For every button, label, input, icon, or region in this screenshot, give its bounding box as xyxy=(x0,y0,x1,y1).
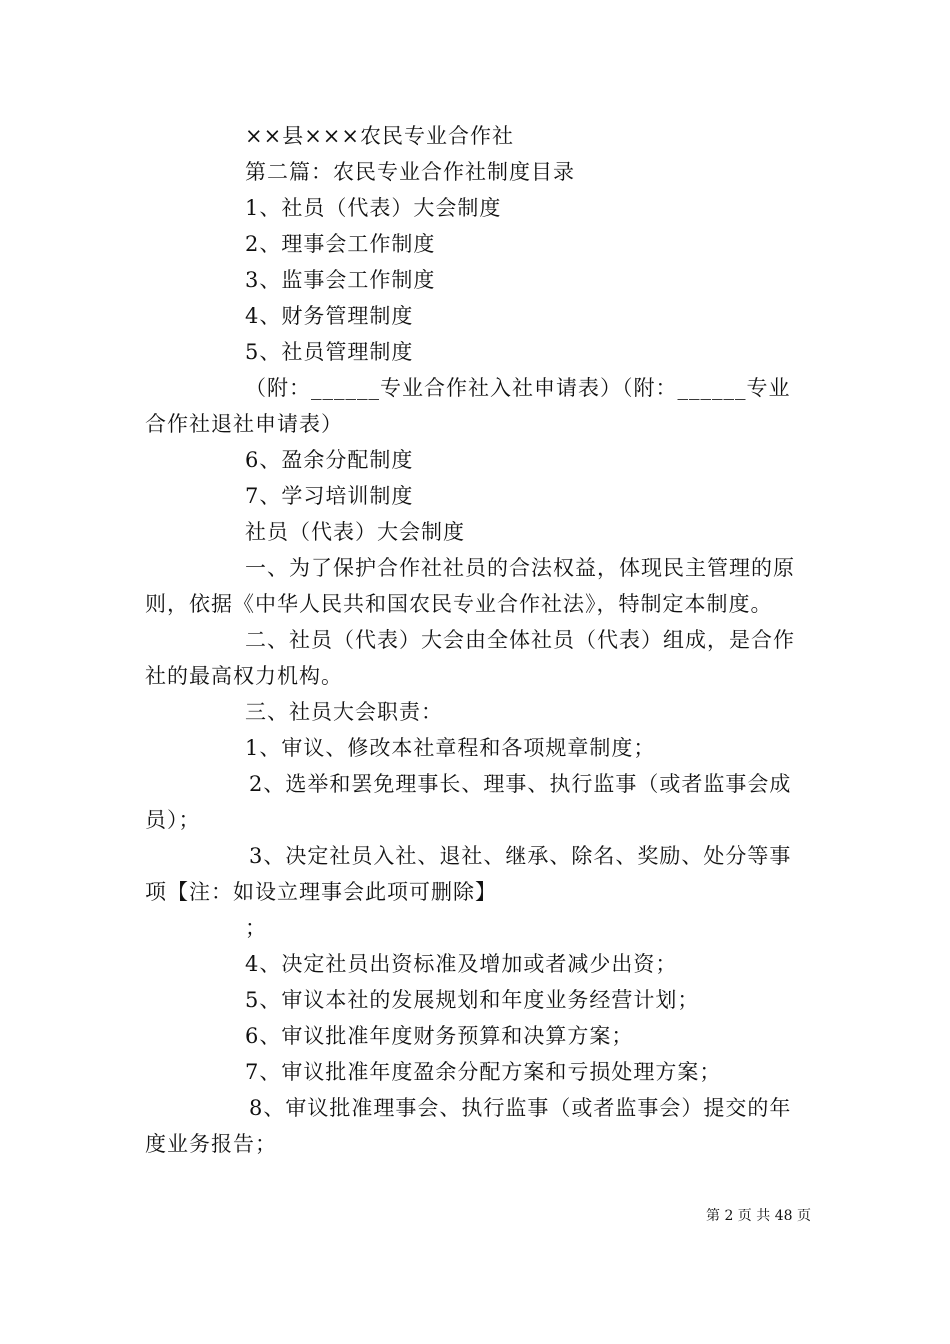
toc-item: 7、学习培训制度 xyxy=(245,484,414,508)
toc-item: 5、社员管理制度 xyxy=(245,340,414,364)
toc-item: 4、财务管理制度 xyxy=(245,304,414,328)
paragraph-line-cont: 社的最高权力机构。 xyxy=(145,664,343,688)
subsection-heading: 三、社员大会职责： xyxy=(245,700,443,724)
duty-item: 7、审议批准年度盈余分配方案和亏损处理方案； xyxy=(245,1060,722,1084)
duty-item: 6、审议批准年度财务预算和决算方案； xyxy=(245,1024,634,1048)
duty-item: 3、决定社员入社、退社、继承、除名、奖励、处分等事 xyxy=(249,844,792,868)
toc-item: 2、理事会工作制度 xyxy=(245,232,436,256)
org-title-line: ××县×××农民专业合作社 xyxy=(245,124,514,148)
duty-item-cont: 项【注：如设立理事会此项可删除】 xyxy=(145,880,497,904)
toc-appendix-line: （附：______专业合作社入社申请表）（附：______专业 xyxy=(245,376,791,400)
toc-item: 3、监事会工作制度 xyxy=(245,268,436,292)
duty-item: 1、审议、修改本社章程和各项规章制度； xyxy=(245,736,656,760)
duty-item-cont: 度业务报告； xyxy=(145,1132,277,1156)
toc-appendix-line-cont: 合作社退社申请表） xyxy=(145,412,343,436)
paragraph-line: 二、社员（代表）大会由全体社员（代表）组成，是合作 xyxy=(245,628,795,652)
duty-item-cont: ； xyxy=(245,916,267,940)
document-body xyxy=(145,118,810,1162)
toc-item: 1、社员（代表）大会制度 xyxy=(245,196,502,220)
paragraph-line: 一、为了保护合作社社员的合法权益，体现民主管理的原 xyxy=(245,556,795,580)
section-heading: 社员（代表）大会制度 xyxy=(245,520,465,544)
toc-item: 6、盈余分配制度 xyxy=(245,448,414,472)
duty-item: 8、审议批准理事会、执行监事（或者监事会）提交的年 xyxy=(249,1096,792,1120)
duty-item: 2、选举和罢免理事长、理事、执行监事（或者监事会成 xyxy=(249,772,792,796)
page-number-footer: 第 2 页 共 48 页 xyxy=(706,1208,811,1224)
duty-item: 4、决定社员出资标准及增加或者减少出资； xyxy=(245,952,678,976)
chapter-heading: 第二篇：农民专业合作社制度目录 xyxy=(245,160,575,184)
paragraph-line-cont: 则，依据《中华人民共和国农民专业合作社法》，特制定本制度。 xyxy=(145,592,773,616)
duty-item-cont: 员）； xyxy=(145,808,201,832)
duty-item: 5、审议本社的发展规划和年度业务经营计划； xyxy=(245,988,700,1012)
